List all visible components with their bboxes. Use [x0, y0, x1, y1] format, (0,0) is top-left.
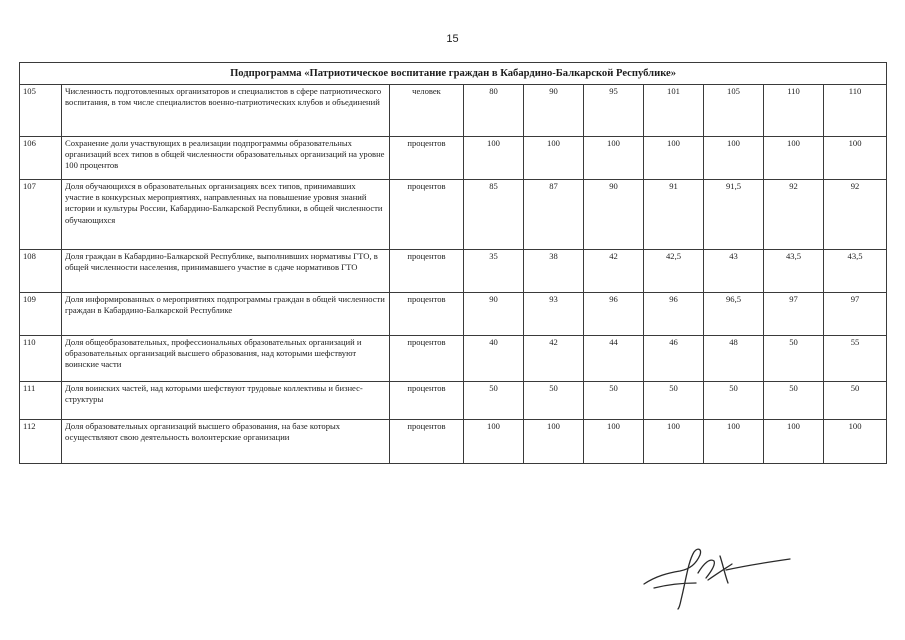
indicator-value: 97 — [824, 293, 887, 336]
indicator-value: 50 — [824, 382, 887, 420]
indicator-value: 100 — [464, 137, 524, 180]
row-number: 110 — [20, 336, 62, 382]
indicator-value: 50 — [704, 382, 764, 420]
indicator-value: 35 — [464, 250, 524, 293]
indicator-value: 42,5 — [644, 250, 704, 293]
indicators-table — [19, 62, 887, 464]
indicator-value: 96 — [644, 293, 704, 336]
indicator-value: 48 — [704, 336, 764, 382]
indicator-value: 44 — [584, 336, 644, 382]
indicator-value: 91 — [644, 180, 704, 250]
unit-of-measure: человек — [390, 85, 464, 137]
indicator-value: 110 — [764, 85, 824, 137]
unit-of-measure: процентов — [390, 420, 464, 464]
unit-of-measure: процентов — [390, 250, 464, 293]
indicator-value: 96,5 — [704, 293, 764, 336]
table-row — [20, 180, 887, 250]
indicator-value: 42 — [524, 336, 584, 382]
indicator-value: 50 — [464, 382, 524, 420]
indicator-value: 97 — [764, 293, 824, 336]
indicator-value: 90 — [524, 85, 584, 137]
indicator-value: 100 — [584, 137, 644, 180]
indicator-name: Численность подготовленных организаторов и специалистов в сфере патриотического воспитания, в том числе специалистов военно-патриотических клубов и объединений — [62, 85, 390, 137]
table-row — [20, 85, 887, 137]
table-row — [20, 382, 887, 420]
unit-of-measure: процентов — [390, 382, 464, 420]
indicator-value: 100 — [464, 420, 524, 464]
table-row — [20, 336, 887, 382]
table-row — [20, 420, 887, 464]
indicator-value: 100 — [524, 420, 584, 464]
indicator-value: 91,5 — [704, 180, 764, 250]
row-number: 108 — [20, 250, 62, 293]
indicator-value: 50 — [764, 336, 824, 382]
indicator-name: Доля образовательных организаций высшего образования, на базе которых осуществляют свою деятельность волонтерские организации — [62, 420, 390, 464]
indicator-value: 40 — [464, 336, 524, 382]
indicator-value: 43,5 — [764, 250, 824, 293]
indicator-name: Доля информированных о мероприятиях подпрограммы граждан в общей численности граждан в Кабардино-Балкарской Республике — [62, 293, 390, 336]
indicator-value: 100 — [644, 137, 704, 180]
indicator-value: 100 — [704, 137, 764, 180]
indicator-value: 90 — [464, 293, 524, 336]
indicator-value: 95 — [584, 85, 644, 137]
unit-of-measure: процентов — [390, 180, 464, 250]
indicator-value: 87 — [524, 180, 584, 250]
row-number: 107 — [20, 180, 62, 250]
indicator-value: 100 — [824, 420, 887, 464]
indicator-value: 43,5 — [824, 250, 887, 293]
indicator-value: 100 — [584, 420, 644, 464]
row-number: 109 — [20, 293, 62, 336]
indicator-value: 92 — [824, 180, 887, 250]
indicator-value: 100 — [644, 420, 704, 464]
row-number: 106 — [20, 137, 62, 180]
indicator-name: Доля обучающихся в образовательных организациях всех типов, принимавших участие в конкурсных мероприятиях, направленных на повышение уровня знаний истории и культуры России, Кабардино-Балкарской Республики, в общей численности обучающихся — [62, 180, 390, 250]
indicator-value: 100 — [824, 137, 887, 180]
indicator-value: 100 — [704, 420, 764, 464]
table-row — [20, 293, 887, 336]
page-number: 15 — [446, 33, 459, 45]
unit-of-measure: процентов — [390, 137, 464, 180]
indicator-value: 38 — [524, 250, 584, 293]
indicator-value: 85 — [464, 180, 524, 250]
row-number: 105 — [20, 85, 62, 137]
indicator-value: 43 — [704, 250, 764, 293]
indicator-value: 92 — [764, 180, 824, 250]
indicator-value: 50 — [644, 382, 704, 420]
table-row — [20, 250, 887, 293]
subprogram-title: Подпрограмма «Патриотическое воспитание граждан в Кабардино-Балкарской Республике» — [20, 63, 887, 85]
indicator-value: 100 — [764, 420, 824, 464]
indicator-value: 50 — [524, 382, 584, 420]
indicator-value: 55 — [824, 336, 887, 382]
indicator-value: 110 — [824, 85, 887, 137]
indicator-value: 50 — [584, 382, 644, 420]
indicator-name: Доля воинских частей, над которыми шефствуют трудовые коллективы и бизнес-структуры — [62, 382, 390, 420]
indicator-value: 46 — [644, 336, 704, 382]
indicator-name: Сохранение доли участвующих в реализации подпрограммы образовательных организаций всех типов в общей численности образовательных организаций на уровне 100 процентов — [62, 137, 390, 180]
indicator-value: 100 — [524, 137, 584, 180]
table-row — [20, 137, 887, 180]
unit-of-measure: процентов — [390, 336, 464, 382]
indicator-value: 80 — [464, 85, 524, 137]
indicator-name: Доля общеобразовательных, профессиональных образовательных организаций и образовательных организаций высшего образования, над которыми шефствуют воинские части — [62, 336, 390, 382]
indicator-value: 96 — [584, 293, 644, 336]
indicator-value: 90 — [584, 180, 644, 250]
indicator-value: 101 — [644, 85, 704, 137]
indicator-value: 105 — [704, 85, 764, 137]
row-number: 112 — [20, 420, 62, 464]
unit-of-measure: процентов — [390, 293, 464, 336]
handwritten-signature — [640, 540, 810, 610]
subprogram-title-row — [20, 63, 887, 85]
indicator-value: 100 — [764, 137, 824, 180]
indicator-value: 50 — [764, 382, 824, 420]
row-number: 111 — [20, 382, 62, 420]
table-body — [20, 63, 887, 464]
indicator-value: 93 — [524, 293, 584, 336]
indicator-value: 42 — [584, 250, 644, 293]
indicator-name: Доля граждан в Кабардино-Балкарской Республике, выполнивших нормативы ГТО, в общей численности населения, принимавшего участие в сдаче нормативов ГТО — [62, 250, 390, 293]
